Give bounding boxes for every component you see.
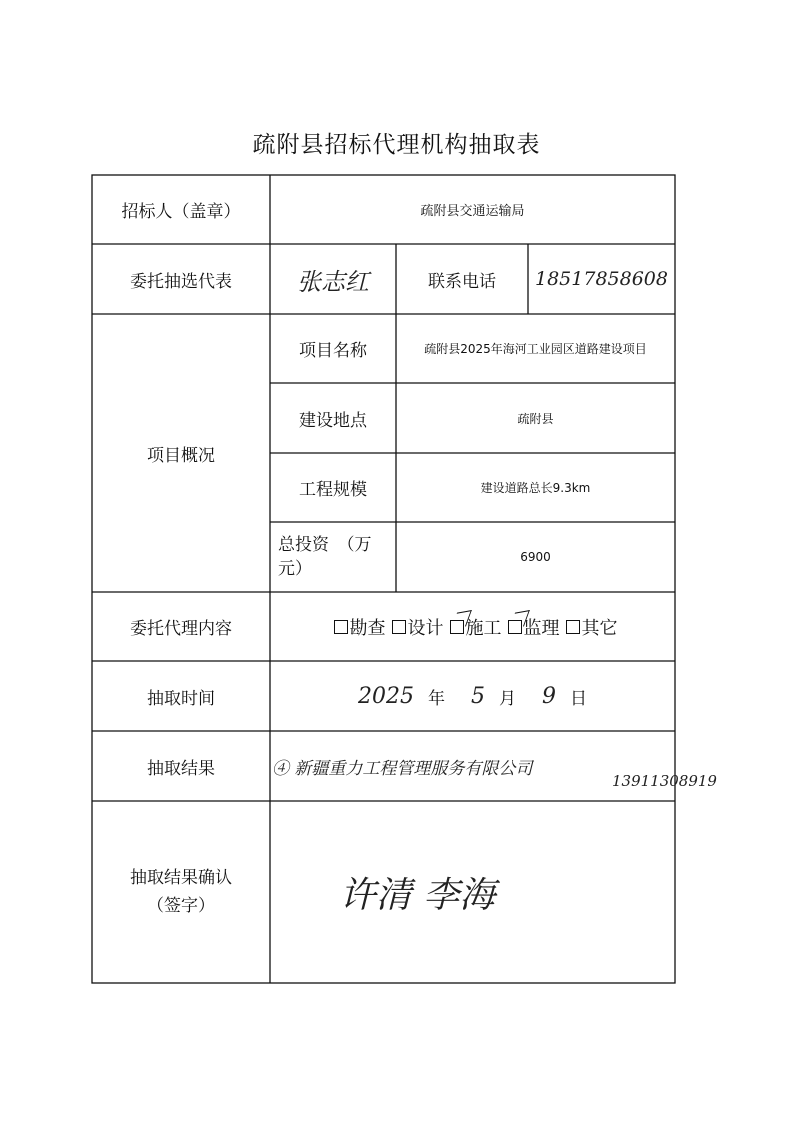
confirm-label-line1: 抽取结果确认 [130,868,232,888]
time-label: 抽取时间 [147,688,215,709]
investment-label-line2: 元） [278,559,312,579]
scope-option-label: 施工 [465,617,502,639]
checkbox-4[interactable] [566,620,580,634]
project-name-value: 疏附县2025年海河工业园区道路建设项目 [424,342,647,356]
investment-value: 6900 [520,550,551,564]
confirm-label-line2: （签字） [147,896,215,916]
scale-label: 工程规模 [299,480,367,500]
confirm-signature: 许清 李海 [339,874,496,916]
tenderer-value: 疏附县交通运输局 [420,204,525,219]
tenderer-label: 招标人（盖章） [121,202,241,222]
investment-label-line1: 总投资 （万 [278,535,372,555]
project-name-label: 项目名称 [299,341,367,361]
time-month: 5 [471,683,485,709]
location-value: 疏附县 [517,411,554,426]
scale-value: 建设道路总长9.3km [480,481,591,495]
scope-option-label: 设计 [407,617,444,639]
time-month-unit: 月 [499,688,516,709]
result-phone: 13911308919 [612,772,717,790]
location-label: 建设地点 [299,410,367,431]
time-year-unit: 年 [428,688,445,709]
investment-label [270,522,396,592]
result-label: 抽取结果 [147,758,215,779]
checkbox-2[interactable] [450,620,464,634]
checkbox-1[interactable] [392,620,406,634]
scope-option-label: 其它 [581,617,618,639]
phone-label: 联系电话 [428,271,496,292]
page-title: 疏附县招标代理机构抽取表 [252,132,541,158]
time-day-unit: 日 [570,688,587,709]
confirm-label [92,801,270,983]
time-value [270,661,675,731]
time-day: 9 [542,683,556,709]
phone-value: 18517858608 [535,268,668,290]
scope-option-label: 监理 [523,617,560,639]
scope-option-label: 勘查 [349,617,386,639]
rep-label: 委托抽选代表 [130,271,232,292]
rep-signature: 张志红 [297,267,369,296]
overview-label: 项目概况 [147,445,215,466]
checkbox-3[interactable] [508,620,522,634]
checkbox-0[interactable] [334,620,348,634]
time-year: 2025 [358,683,414,709]
scope-options [270,592,675,661]
scope-label: 委托代理内容 [130,619,232,639]
result-value: ④ 新疆重力工程管理服务有限公司 [272,758,533,779]
